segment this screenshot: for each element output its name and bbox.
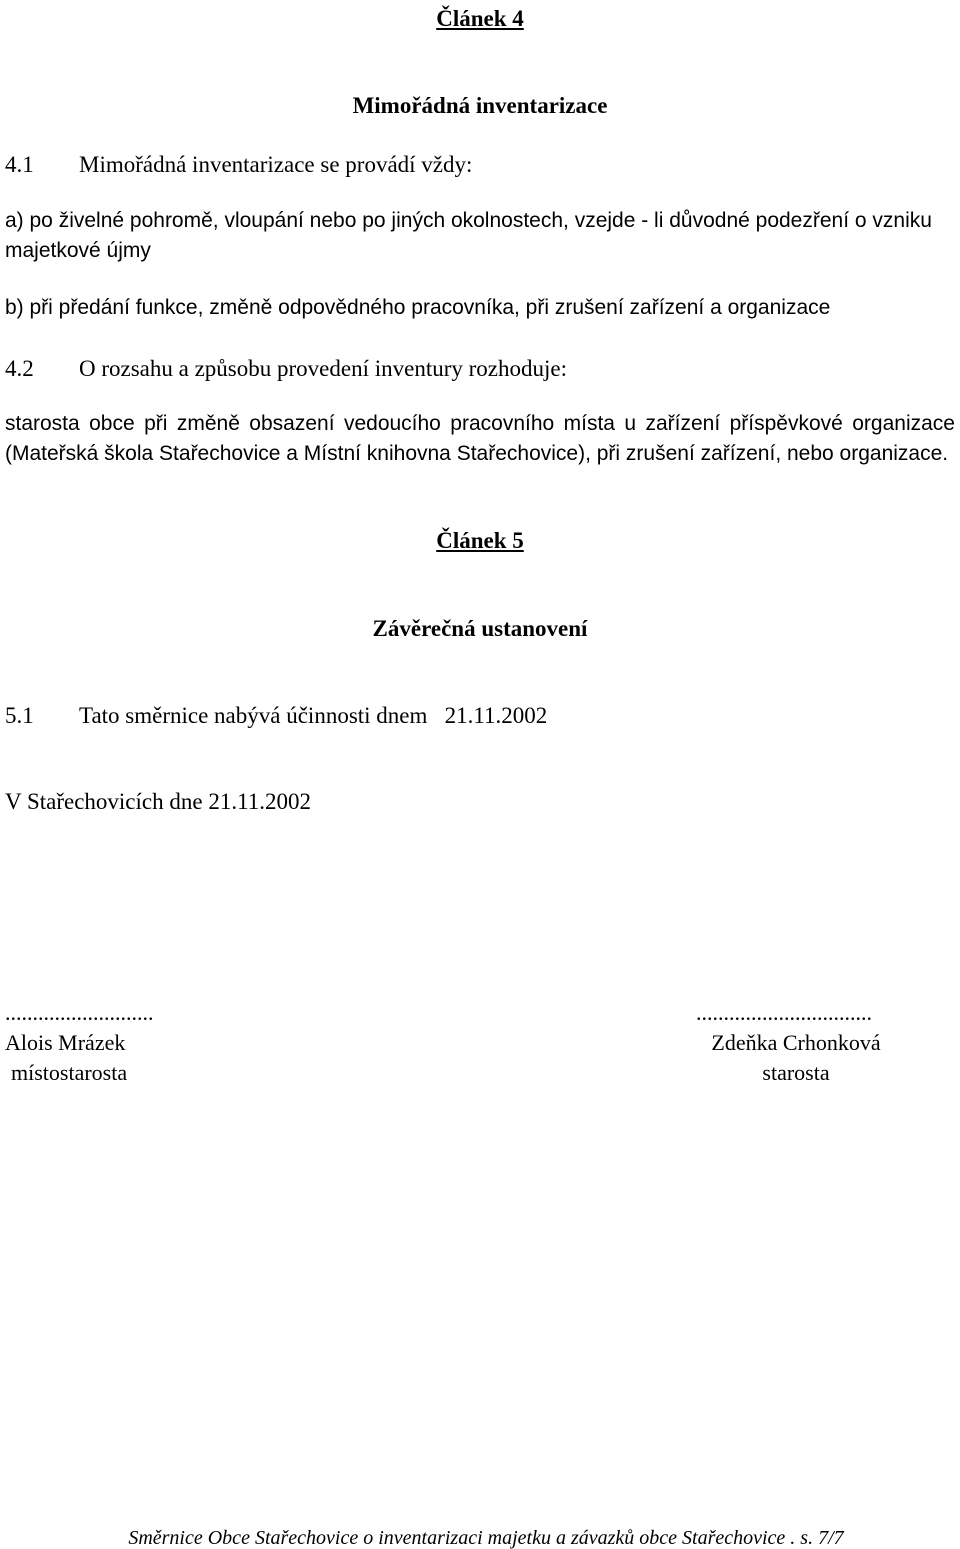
signature-right-name: Zdeňka Crhonková	[711, 1030, 881, 1055]
section-5-1-number: 5.1	[5, 703, 34, 728]
article-4-heading: Článek 4	[436, 6, 524, 31]
section-4-2-text: O rozsahu a způsobu provedení inventury rozhoduje:	[79, 356, 567, 381]
article-5-title: Závěrečná ustanovení	[372, 616, 588, 641]
place-and-date: V Stařechovicích dne 21.11.2002	[5, 789, 311, 814]
section-4-2-body: starosta obce při změně obsazení vedoucího pracovního místa u zařízení příspěvkové organizace (Mateřská škola Stařechovice a Místní knihovna Stařechovice), při zrušení zařízení, nebo organizace.	[5, 412, 955, 465]
item-b: b) při předání funkce, změně odpovědného pracovníka, při zrušení zařízení a organizace	[5, 296, 831, 319]
article-5-heading: Článek 5	[436, 528, 524, 553]
section-4-1	[5, 153, 472, 176]
signature-left-name: Alois Mrázek	[5, 1030, 126, 1055]
section-4-1-number: 4.1	[5, 152, 34, 177]
page-footer: Směrnice Obce Stařechovice o inventarizaci majetku a závazků obce Stařechovice . s. 7/7	[128, 1527, 844, 1549]
signature-right-dots: ................................	[696, 1000, 872, 1025]
signature-left-role: místostarosta	[11, 1060, 128, 1085]
section-5-1-text: Tato směrnice nabývá účinnosti dnem 21.11.2002	[79, 703, 548, 728]
section-5-1	[5, 704, 547, 727]
item-a: a) po živelné pohromě, vloupání nebo po jiných okolnostech, vzejde - li důvodné podezření o vzniku majetkové újmy	[5, 209, 932, 262]
signature-right	[696, 998, 896, 1088]
article-4-title: Mimořádná inventarizace	[352, 93, 608, 118]
section-4-2	[5, 357, 567, 380]
signature-left-dots: ...........................	[5, 1000, 154, 1025]
section-4-2-number: 4.2	[5, 356, 34, 381]
section-4-1-text: Mimořádná inventarizace se provádí vždy:	[79, 152, 473, 177]
signature-left	[5, 998, 154, 1088]
signature-right-role: starosta	[762, 1060, 830, 1085]
